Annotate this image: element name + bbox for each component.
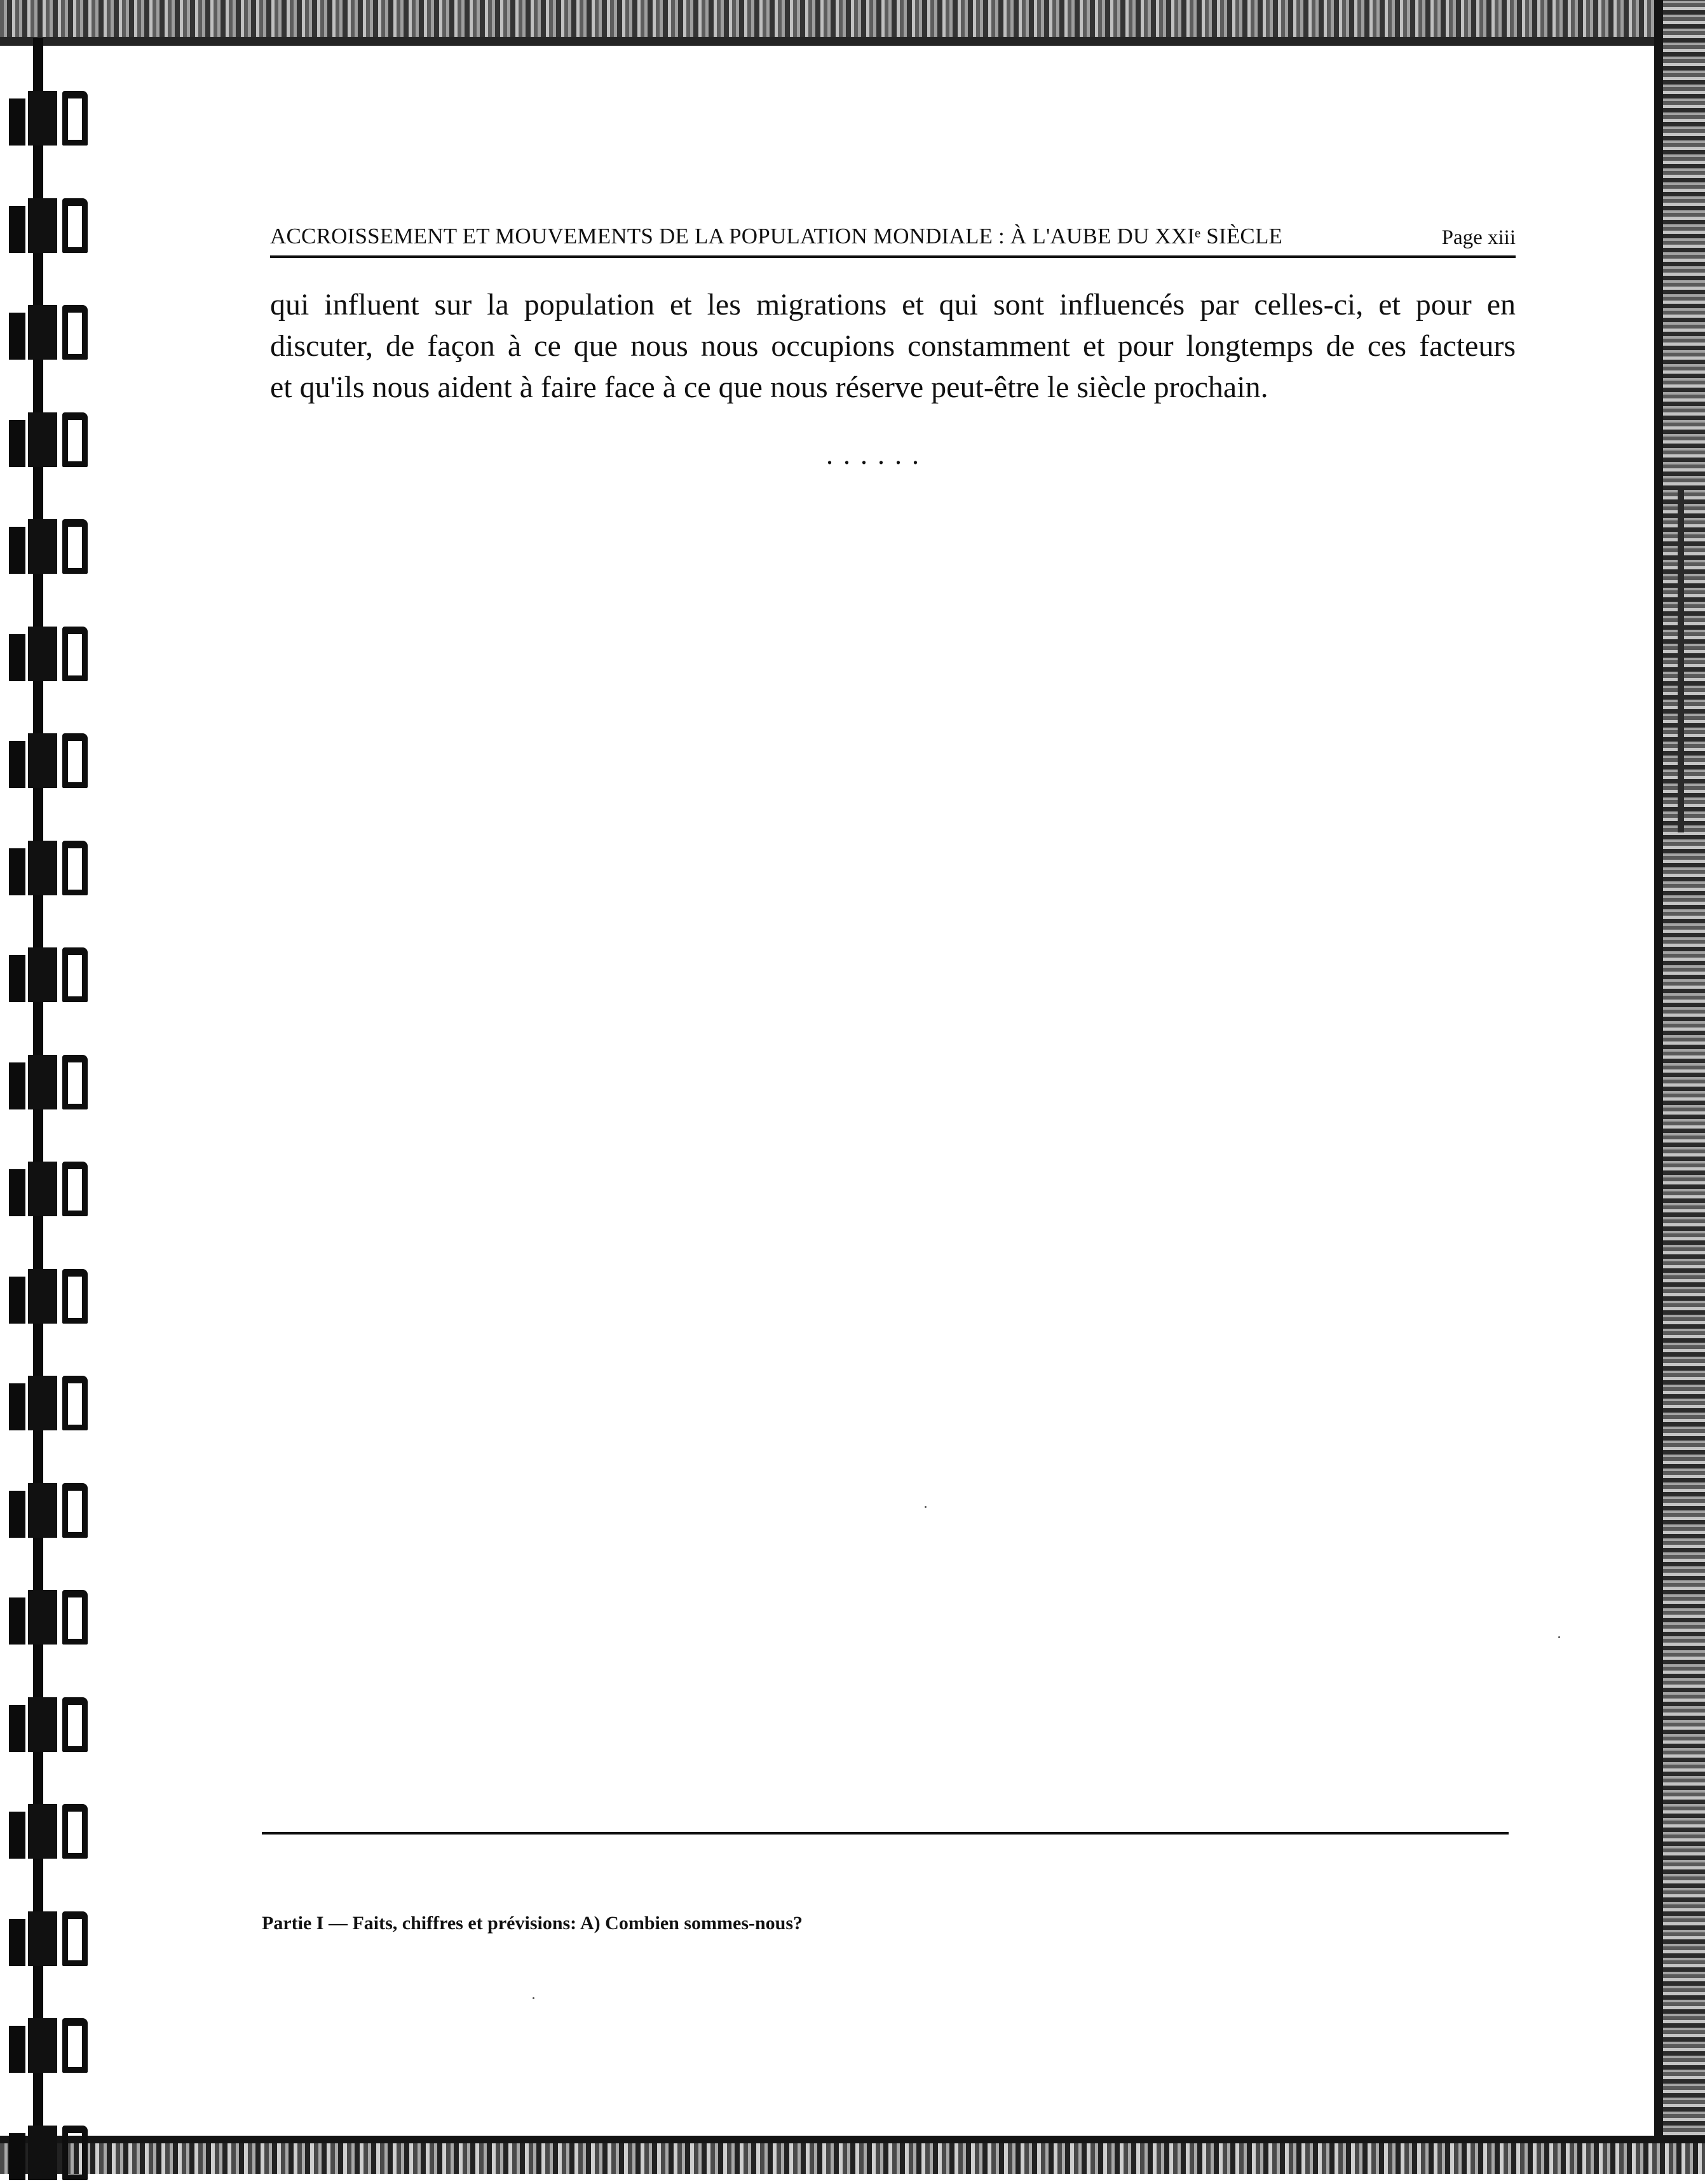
binding-loop — [4, 1050, 93, 1113]
page-number: Page xiii — [1441, 226, 1516, 249]
scan-border-bottom — [0, 2136, 1705, 2174]
binding-coil-part — [9, 98, 25, 146]
running-header — [270, 224, 1516, 258]
binding-coil-part — [62, 305, 88, 360]
body-paragraph — [270, 284, 1516, 408]
binding-loop — [4, 728, 93, 792]
binding-loop — [4, 1156, 93, 1220]
binding-coil-part — [62, 1590, 88, 1645]
binding-coil-part — [62, 1376, 88, 1430]
binding-loop — [4, 407, 93, 471]
binding-coil-part — [9, 955, 25, 1002]
binding-coil-part — [9, 2133, 25, 2180]
binding-coil-part — [28, 305, 57, 360]
scan-speck — [1558, 1636, 1560, 1638]
scan-speck — [533, 1997, 534, 1999]
binding-coil-part — [9, 634, 25, 681]
section-separator: ...... — [826, 439, 929, 470]
binding-coil-part — [62, 519, 88, 574]
scan-speck — [925, 1506, 927, 1508]
binding-coil-part — [62, 733, 88, 788]
binding-coil-part — [62, 91, 88, 146]
binding-coil-part — [28, 1483, 57, 1538]
binding-coil-part — [9, 1383, 25, 1430]
binding-coil-part — [28, 519, 57, 574]
header-title: ACCROISSEMENT ET MOUVEMENTS DE LA POPULATION MONDIALE : À L'AUBE DU XXIᵉ SIÈCLE — [270, 224, 1283, 248]
binding-coil-part — [9, 420, 25, 467]
binding-coil-part — [28, 627, 57, 681]
binding-coil-part — [28, 1162, 57, 1216]
binding-coil-part — [28, 733, 57, 788]
binding-loop — [4, 2120, 93, 2184]
body-line: discuter, de façon à ce que nous nous occupions constamment et pour longtemps de ces facteurs — [270, 329, 1516, 363]
binding-loop — [4, 1906, 93, 1970]
binding-coil-part — [28, 1269, 57, 1324]
binding-loop — [4, 300, 93, 363]
binding-coil-part — [62, 1804, 88, 1859]
binding-coil-part — [9, 1705, 25, 1752]
binding-loop — [4, 193, 93, 257]
binding-coil-part — [62, 1483, 88, 1538]
binding-coil-part — [28, 412, 57, 467]
binding-coil-part — [28, 1055, 57, 1109]
binding-coil-part — [28, 1697, 57, 1752]
binding-coil-part — [28, 1911, 57, 1966]
body-line: et qu'ils nous aident à faire face à ce que nous réserve peut-être le siècle prochain. — [270, 370, 1268, 404]
binding-coil-part — [62, 2018, 88, 2073]
binding-coil-part — [9, 1919, 25, 1966]
binding-coil-part — [62, 1055, 88, 1109]
binding-coil-part — [62, 947, 88, 1002]
scan-border-top — [0, 0, 1705, 46]
binding-coil-part — [9, 1597, 25, 1645]
body-line: qui influent sur la population et les migrations et qui sont influencés par celles-ci, et pour en — [270, 288, 1516, 322]
binding-coil-part — [9, 1812, 25, 1859]
binding-loop — [4, 1585, 93, 1648]
binding-loop — [4, 1371, 93, 1434]
binding-coil-part — [28, 841, 57, 895]
binding-coil-part — [9, 313, 25, 360]
binding-coil-part — [28, 91, 57, 146]
binding-coil-part — [9, 1169, 25, 1216]
binding-loop — [4, 621, 93, 685]
binding-coil-part — [62, 841, 88, 895]
binding-coil-part — [28, 1804, 57, 1859]
binding-coil-part — [28, 2126, 57, 2180]
scan-border-right — [1654, 0, 1705, 2174]
binding-loop — [4, 1264, 93, 1327]
binding-coil-part — [62, 2126, 88, 2180]
binding-coil-part — [62, 1911, 88, 1966]
binding-coil-part — [28, 2018, 57, 2073]
binding-coil-part — [9, 2026, 25, 2073]
binding-coil-part — [28, 947, 57, 1002]
binding-coil-part — [9, 1277, 25, 1324]
binding-coil-part — [62, 1697, 88, 1752]
scan-edge-mark — [1678, 489, 1684, 832]
binding-coil-part — [62, 1162, 88, 1216]
binding-coil-part — [62, 627, 88, 681]
binding-loop — [4, 1692, 93, 1756]
footer-text: Partie I — Faits, chiffres et prévisions: A) Combien sommes-nous? — [262, 1913, 803, 1934]
binding-loop — [4, 942, 93, 1006]
binding-coil-part — [28, 198, 57, 253]
binding-coil-part — [9, 741, 25, 788]
binding-coil-part — [28, 1590, 57, 1645]
binding-coil-part — [9, 1491, 25, 1538]
binding-coil-part — [9, 527, 25, 574]
binding-coil-part — [62, 412, 88, 467]
binding-coil-part — [28, 1376, 57, 1430]
footer-divider-line — [262, 1832, 1509, 1835]
binding-coil-part — [9, 1062, 25, 1109]
binding-loop — [4, 514, 93, 578]
binding-loop — [4, 86, 93, 149]
binding-loop — [4, 1799, 93, 1862]
binding-loop — [4, 836, 93, 899]
binding-coil-part — [9, 848, 25, 895]
binding-coil-part — [62, 198, 88, 253]
binding-loop — [4, 2013, 93, 2077]
binding-coil-part — [9, 206, 25, 253]
binding-coil-part — [62, 1269, 88, 1324]
binding-loop — [4, 1478, 93, 1542]
